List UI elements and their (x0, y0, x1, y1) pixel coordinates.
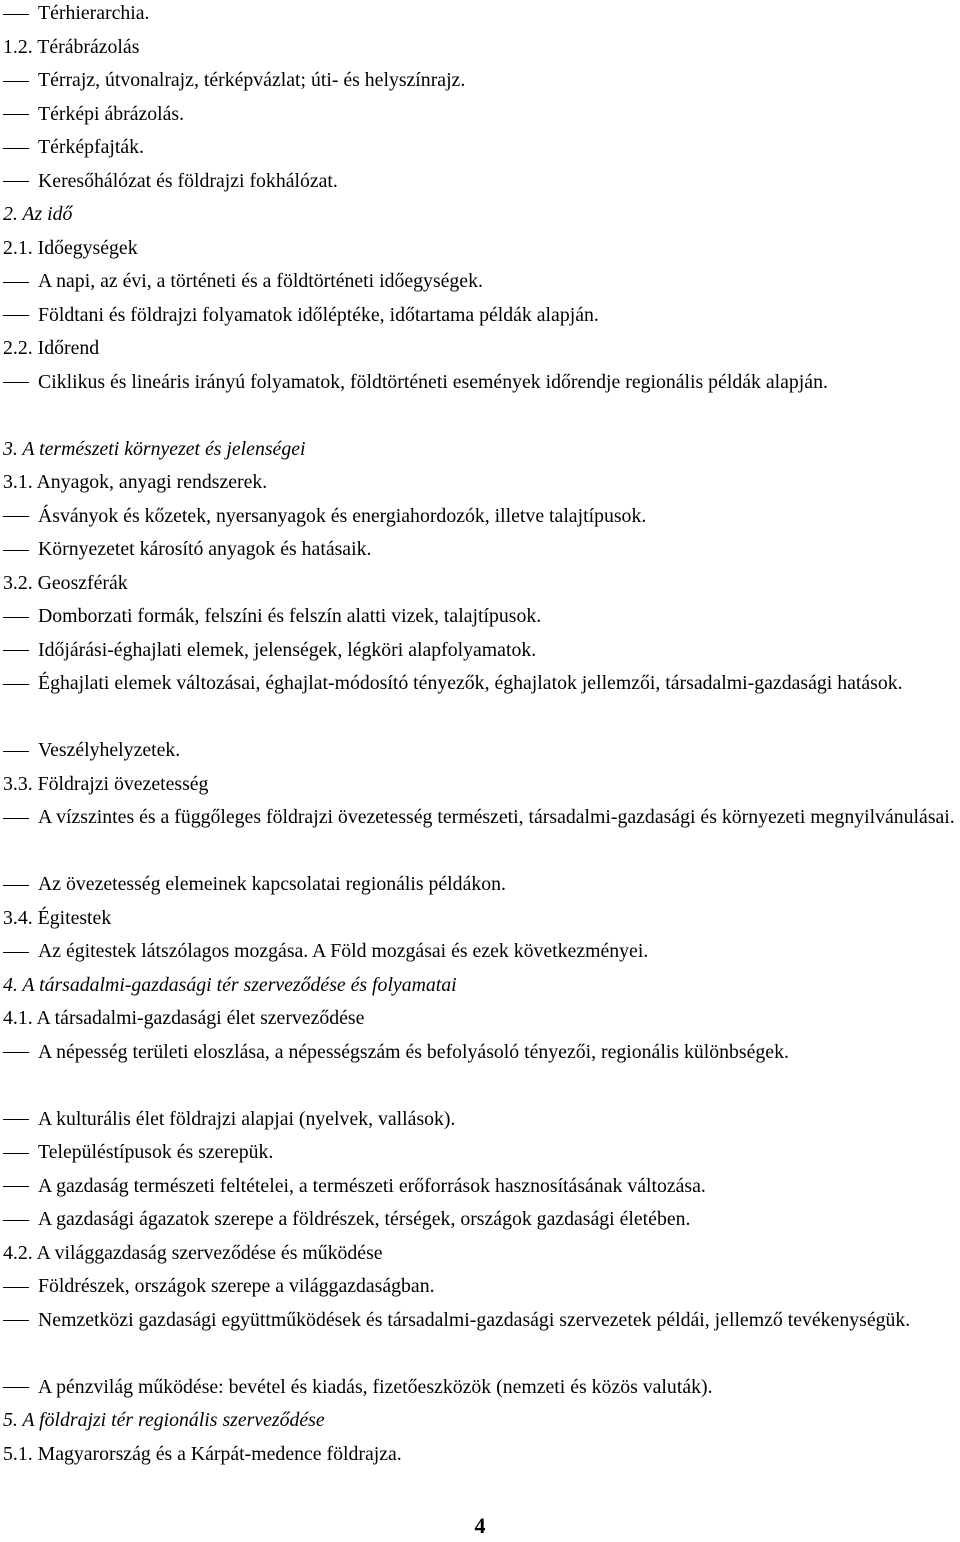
dash-bullet-icon (3, 282, 29, 283)
section-heading: 2.1. Időegységek (3, 236, 138, 259)
dash-bullet-icon (3, 1153, 29, 1154)
dash-bullet-icon (3, 315, 29, 316)
dash-bullet-icon (3, 1387, 29, 1388)
section-heading: 3.4. Égitestek (3, 906, 112, 929)
list-item: A gazdaság természeti feltételei, a természeti erőforrások hasznosításának változása. (0, 1170, 960, 1204)
chapter-heading: 3. A természeti környezet és jelenségei (3, 437, 306, 460)
list-item: A népesség területi eloszlása, a népességszám és befolyásoló tényezői, regionális különbségek. (0, 1036, 960, 1103)
list-item: Térhierarchia. (0, 0, 960, 31)
dash-bullet-icon (3, 81, 29, 82)
dash-bullet-icon (3, 1186, 29, 1187)
dash-bullet-icon (3, 1220, 29, 1221)
list-item: Keresőhálózat és földrajzi fokhálózat. (0, 165, 960, 199)
list-item: Veszélyhelyzetek. (0, 734, 960, 768)
page-number: 4 (474, 1513, 486, 1538)
dash-bullet-icon (3, 952, 29, 953)
dash-bullet-icon (3, 1287, 29, 1288)
list-item: A gazdasági ágazatok szerepe a földrészek, térségek, országok gazdasági életében. (0, 1203, 960, 1237)
list-item: Ciklikus és lineáris irányú folyamatok, földtörténeti események időrendje regionális példák alapján. (0, 366, 960, 433)
dash-bullet-icon (3, 1320, 29, 1321)
list-item: Térrajz, útvonalrajz, térképvázlat; úti- és helyszínrajz. (0, 64, 960, 98)
chapter-heading: 4. A társadalmi-gazdasági tér szerveződése és folyamatai (3, 973, 457, 996)
list-item: A napi, az évi, a történeti és a földtörténeti időegységek. (0, 265, 960, 299)
list-item: Földtani és földrajzi folyamatok időléptéke, időtartama példák alapján. (0, 299, 960, 333)
list-item: Éghajlati elemek változásai, éghajlat-módosító tényezők, éghajlatok jellemzői, társadalmi-gazdasági hatások. (0, 667, 960, 734)
section-heading: 2.2. Időrend (3, 337, 100, 359)
dash-bullet-icon (3, 684, 29, 685)
list-item: Településtípusok és szerepük. (0, 1136, 960, 1170)
dash-bullet-icon (3, 181, 29, 182)
chapter-heading: 5. A földrajzi tér regionális szerveződése (3, 1409, 325, 1431)
chapter-heading: 2. Az idő (3, 203, 73, 225)
dash-bullet-icon (3, 148, 29, 149)
list-item: Az égitestek látszólagos mozgása. A Föld mozgásai és ezek következményei. (0, 935, 960, 969)
dash-bullet-icon (3, 550, 29, 551)
list-item: Domborzati formák, felszíni és felszín alatti vizek, talajtípusok. (0, 600, 960, 634)
list-item: A pénzvilág működése: bevétel és kiadás, fizetőeszközök (nemzeti és közös valuták). (0, 1371, 960, 1405)
dash-bullet-icon (3, 650, 29, 651)
section-heading: 3.3. Földrajzi övezetesség (3, 772, 209, 795)
dash-bullet-icon (3, 885, 29, 886)
list-item: Nemzetközi gazdasági együttműködések és társadalmi-gazdasági szervezetek példái, jellemző tevékenységük. (0, 1304, 960, 1371)
list-item: Környezetet károsító anyagok és hatásaik. (0, 533, 960, 567)
section-heading: 4.2. A világgazdaság szerveződése és működése (3, 1241, 383, 1264)
dash-bullet-icon (3, 516, 29, 517)
dash-bullet-icon (3, 14, 29, 15)
section-heading: 5.1. Magyarország és a Kárpát-medence földrajza. (3, 1442, 402, 1465)
list-item: A kulturális élet földrajzi alapjai (nyelvek, vallások). (0, 1103, 960, 1137)
dash-bullet-icon (3, 751, 29, 752)
section-heading: 1.2. Térábrázolás (3, 35, 140, 58)
section-heading: 3.1. Anyagok, anyagi rendszerek. (3, 471, 268, 493)
dash-bullet-icon (3, 382, 29, 383)
list-item: Földrészek, országok szerepe a világgazdaságban. (0, 1270, 960, 1304)
list-item: Térképfajták. (0, 131, 960, 165)
list-item: A vízszintes és a függőleges földrajzi övezetesség természeti, társadalmi-gazdasági és környezeti megnyilvánulásai. (0, 801, 960, 868)
section-heading: 4.1. A társadalmi-gazdasági élet szerveződése (3, 1007, 365, 1029)
dash-bullet-icon (3, 114, 29, 115)
dash-bullet-icon (3, 818, 29, 819)
list-item: Ásványok és kőzetek, nyersanyagok és energiahordozók, illetve talajtípusok. (0, 500, 960, 534)
dash-bullet-icon (3, 1119, 29, 1120)
list-item: Időjárási-éghajlati elemek, jelenségek, légköri alapfolyamatok. (0, 634, 960, 668)
dash-bullet-icon (3, 617, 29, 618)
section-heading: 3.2. Geoszférák (3, 571, 128, 594)
list-item: Az övezetesség elemeinek kapcsolatai regionális példákon. (0, 868, 960, 902)
dash-bullet-icon (3, 1052, 29, 1053)
list-item: Térképi ábrázolás. (0, 98, 960, 132)
